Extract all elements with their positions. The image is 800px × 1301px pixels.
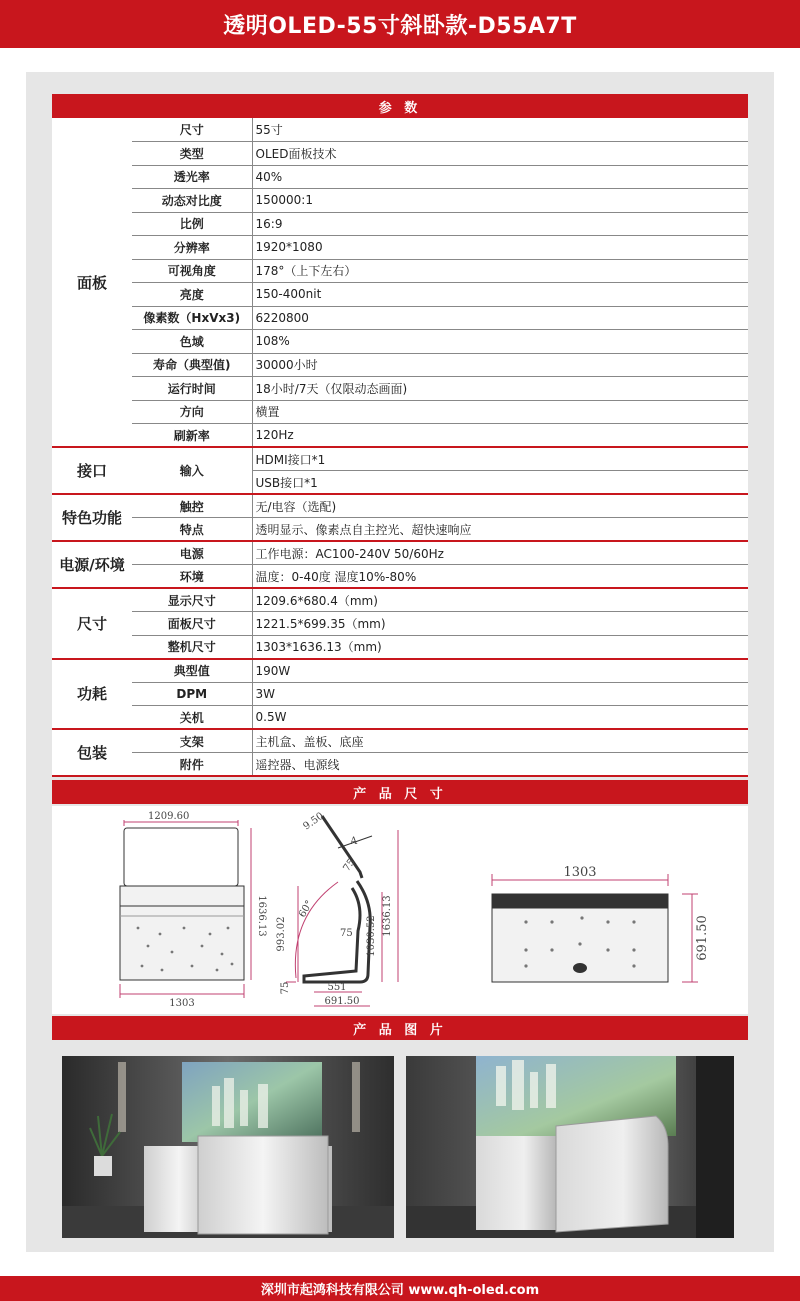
side-h3-label: 1636.13 bbox=[382, 895, 393, 937]
spec-value: 16:9 bbox=[252, 212, 748, 236]
spec-value: 工作电源：AC100-240V 50/60Hz bbox=[252, 541, 748, 565]
spec-label: 透光率 bbox=[132, 165, 252, 189]
spec-row bbox=[52, 729, 748, 753]
spec-label: 输入 bbox=[132, 447, 252, 494]
spec-group-power-env: 电源/环境 bbox=[52, 541, 132, 588]
spec-value: 55寸 bbox=[252, 118, 748, 142]
spec-group-packaging: 包装 bbox=[52, 729, 132, 776]
spec-group-panel: 面板 bbox=[52, 118, 132, 447]
spec-value: 6220800 bbox=[252, 306, 748, 330]
spec-value: 横置 bbox=[252, 400, 748, 424]
spec-label: 可视角度 bbox=[132, 259, 252, 283]
back-width-label: 1303 bbox=[563, 865, 597, 880]
section-header-photos: 产 品 图 片 bbox=[52, 1016, 748, 1040]
spec-row bbox=[52, 142, 748, 166]
spec-row bbox=[52, 283, 748, 307]
footer-bar: 深圳市起鸿科技有限公司 www.qh-oled.com bbox=[0, 1276, 800, 1301]
spec-label: 色域 bbox=[132, 330, 252, 354]
spec-label: 比例 bbox=[132, 212, 252, 236]
section-header-params: 参 数 bbox=[52, 94, 748, 118]
spec-row bbox=[52, 682, 748, 706]
spec-row bbox=[52, 377, 748, 401]
spec-group-size: 尺寸 bbox=[52, 588, 132, 659]
side-angle-small-label: 75 bbox=[341, 856, 358, 874]
spec-row bbox=[52, 635, 748, 659]
spec-group-features: 特色功能 bbox=[52, 494, 132, 541]
spec-row bbox=[52, 753, 748, 777]
spec-label: 特点 bbox=[132, 518, 252, 542]
spec-row bbox=[52, 659, 748, 683]
side-letter-label: A bbox=[350, 836, 358, 847]
spec-label: 整机尺寸 bbox=[132, 635, 252, 659]
spec-label: 关机 bbox=[132, 706, 252, 730]
spec-row bbox=[52, 494, 748, 518]
spec-row bbox=[52, 588, 748, 612]
spec-value: 无/电容（选配) bbox=[252, 494, 748, 518]
spec-group-interface: 接口 bbox=[52, 447, 132, 494]
spec-label: 运行时间 bbox=[132, 377, 252, 401]
spec-value: 主机盒、盖板、底座 bbox=[252, 729, 748, 753]
side-angle-label: 60° bbox=[297, 898, 316, 920]
spec-value: 温度：0-40度 湿度10%-80% bbox=[252, 565, 748, 589]
spec-row bbox=[52, 189, 748, 213]
product-photos bbox=[52, 1040, 748, 1252]
spec-label: 显示尺寸 bbox=[132, 588, 252, 612]
spec-label: 典型值 bbox=[132, 659, 252, 683]
dimension-drawings bbox=[52, 806, 748, 1014]
front-width-bottom-label: 1303 bbox=[169, 998, 195, 1009]
side-low-label: 75 bbox=[280, 981, 291, 995]
spec-table bbox=[52, 118, 748, 777]
side-h2-label: 1030.52 bbox=[366, 915, 377, 957]
spec-label: DPM bbox=[132, 682, 252, 706]
spec-row bbox=[52, 165, 748, 189]
back-view-drawing bbox=[492, 874, 698, 982]
spec-label: 亮度 bbox=[132, 283, 252, 307]
spec-value: 1221.5*699.35（mm) bbox=[252, 612, 748, 636]
spec-value: 1920*1080 bbox=[252, 236, 748, 260]
spec-value: 3W bbox=[252, 682, 748, 706]
spec-label: 类型 bbox=[132, 142, 252, 166]
front-width-top-label: 1209.60 bbox=[148, 811, 190, 822]
spec-row bbox=[52, 424, 748, 448]
side-base-total-label: 691.50 bbox=[324, 996, 360, 1007]
spec-label: 动态对比度 bbox=[132, 189, 252, 213]
spec-row bbox=[52, 612, 748, 636]
spec-label: 附件 bbox=[132, 753, 252, 777]
spec-row bbox=[52, 236, 748, 260]
spec-label: 触控 bbox=[132, 494, 252, 518]
spec-label: 支架 bbox=[132, 729, 252, 753]
spec-label: 面板尺寸 bbox=[132, 612, 252, 636]
spec-value: 40% bbox=[252, 165, 748, 189]
spec-value: 108% bbox=[252, 330, 748, 354]
spec-label: 像素数（HxVx3) bbox=[132, 306, 252, 330]
spec-row bbox=[52, 306, 748, 330]
spec-value: 150-400nit bbox=[252, 283, 748, 307]
spec-value: 透明显示、像素点自主控光、超快速响应 bbox=[252, 518, 748, 542]
section-header-dimensions: 产 品 尺 寸 bbox=[52, 780, 748, 804]
spec-label: 方向 bbox=[132, 400, 252, 424]
spec-value: 150000:1 bbox=[252, 189, 748, 213]
page-title: 透明OLED-55寸斜卧款-D55A7T bbox=[0, 0, 800, 48]
spec-row bbox=[52, 212, 748, 236]
spec-value: 遥控器、电源线 bbox=[252, 753, 748, 777]
spec-value: 1209.6*680.4（mm) bbox=[252, 588, 748, 612]
spec-value: 30000小时 bbox=[252, 353, 748, 377]
spec-value: 1303*1636.13（mm) bbox=[252, 635, 748, 659]
spec-row bbox=[52, 518, 748, 542]
spec-row bbox=[52, 447, 748, 471]
spec-row bbox=[52, 353, 748, 377]
spec-value: 0.5W bbox=[252, 706, 748, 730]
spec-label: 电源 bbox=[132, 541, 252, 565]
spec-label: 寿命（典型值) bbox=[132, 353, 252, 377]
spec-row bbox=[52, 565, 748, 589]
product-photo-angle bbox=[406, 1056, 734, 1238]
spec-row bbox=[52, 330, 748, 354]
side-h1-label: 993.02 bbox=[276, 916, 287, 952]
spec-value: OLED面板技术 bbox=[252, 142, 748, 166]
spec-value: 190W bbox=[252, 659, 748, 683]
spec-value: HDMI接口*1 bbox=[252, 447, 748, 471]
spec-row bbox=[52, 118, 748, 142]
spec-label: 刷新率 bbox=[132, 424, 252, 448]
spec-row bbox=[52, 706, 748, 730]
spec-label: 尺寸 bbox=[132, 118, 252, 142]
product-photo-front bbox=[62, 1056, 394, 1238]
spec-row bbox=[52, 541, 748, 565]
spec-label: 环境 bbox=[132, 565, 252, 589]
spec-value: 18小时/7天（仅限动态画面) bbox=[252, 377, 748, 401]
spec-value: 178°（上下左右） bbox=[252, 259, 748, 283]
spec-row bbox=[52, 400, 748, 424]
spec-label: 分辨率 bbox=[132, 236, 252, 260]
spec-group-consumption: 功耗 bbox=[52, 659, 132, 730]
spec-value: USB接口*1 bbox=[252, 471, 748, 495]
spec-row bbox=[52, 259, 748, 283]
side-mid-label: 75 bbox=[340, 928, 353, 939]
side-base-label: 551 bbox=[327, 982, 347, 993]
front-view-drawing bbox=[120, 820, 251, 998]
back-height-label: 691.50 bbox=[695, 915, 710, 961]
spec-value: 120Hz bbox=[252, 424, 748, 448]
side-top-label: 9.50 bbox=[301, 810, 326, 833]
front-height-label: 1636.13 bbox=[256, 895, 267, 937]
